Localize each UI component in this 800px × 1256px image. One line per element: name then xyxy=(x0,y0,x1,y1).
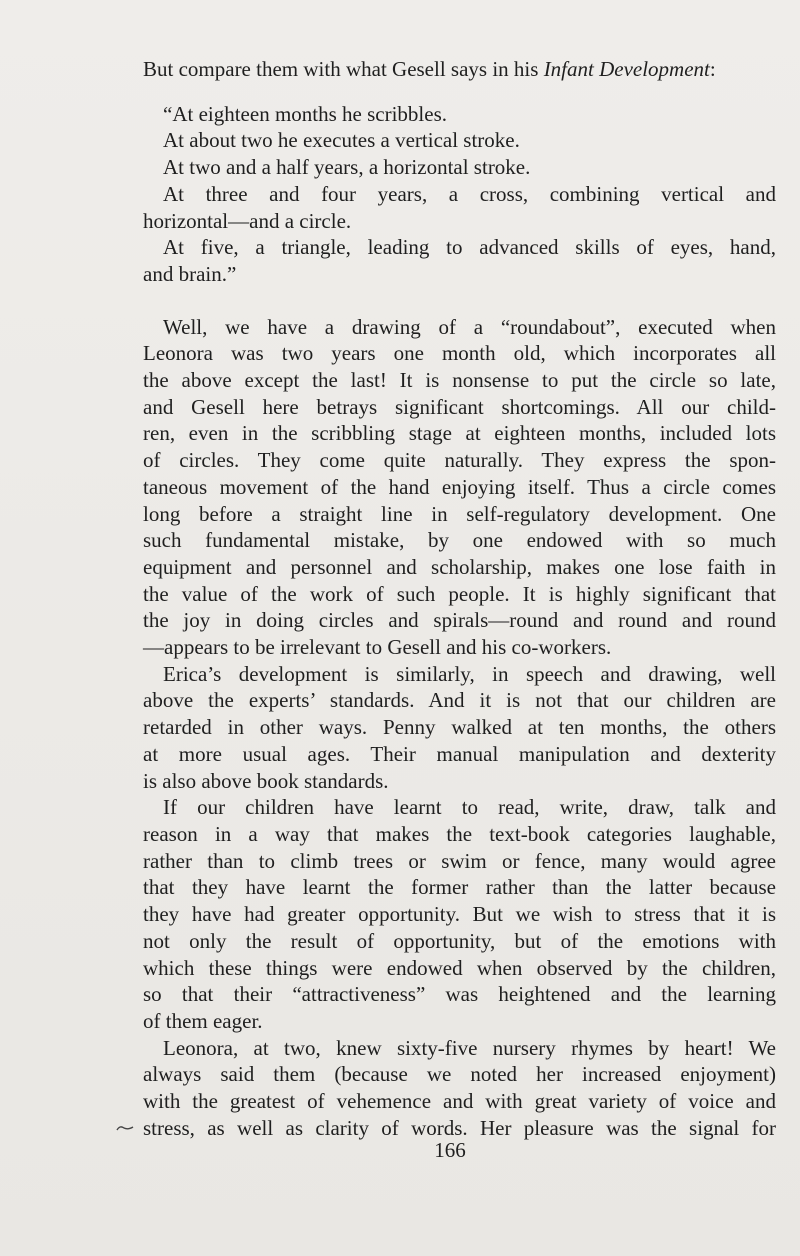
body-line: the above except the last! It is nonsense to put the circle so late, xyxy=(143,368,776,393)
body-line: not only the result of opportunity, but of the emotions with xyxy=(143,928,776,953)
body-line: If our children have learnt to read, write, draw, talk and xyxy=(163,795,776,820)
page-number: 166 xyxy=(434,1138,466,1162)
body-line: taneous movement of the hand enjoying itself. Thus a circle comes xyxy=(143,474,776,499)
body-line: they have had greater opportunity. But we wish to stress that it is xyxy=(143,902,776,927)
quote-line: “At eighteen months he scribbles. xyxy=(163,101,448,126)
body-line: the value of the work of such people. It is highly significant that xyxy=(143,581,776,606)
body-line: stress, as well as clarity of words. Her pleasure was the signal for xyxy=(143,1115,776,1140)
body-line: of circles. They come quite naturally. They express the spon- xyxy=(143,448,776,473)
body-line: and Gesell here betrays significant shortcomings. All our child- xyxy=(143,394,776,419)
quote-line: and brain.” xyxy=(143,261,237,286)
body-line: —appears to be irrelevant to Gesell and his co-workers. xyxy=(143,635,612,660)
body-line: that they have learnt the former rather than the latter because xyxy=(143,875,776,900)
body-line: at more usual ages. Their manual manipulation and dexterity xyxy=(143,741,776,766)
body-line: retarded in other ways. Penny walked at ten months, the others xyxy=(143,715,776,740)
body-line: is also above book standards. xyxy=(143,768,389,793)
intro-text: But compare them with what Gesell says in his xyxy=(143,57,544,81)
body-line: reason in a way that makes the text-book categories laughable, xyxy=(143,821,776,846)
body-line: always said them (because we noted her increased enjoyment) xyxy=(143,1062,776,1087)
quote-line: At about two he executes a vertical stroke. xyxy=(163,128,520,153)
body-line: long before a straight line in self-regulatory development. One xyxy=(143,501,776,526)
quote-line: At two and a half years, a horizontal stroke. xyxy=(163,155,531,180)
body-line: such fundamental mistake, by one endowed with so much xyxy=(143,528,776,553)
book-title: Infant Development xyxy=(543,57,710,81)
quote-line: At five, a triangle, leading to advanced skills of eyes, hand, xyxy=(163,235,776,260)
body-text xyxy=(143,314,776,1142)
body-line: so that their “attractiveness” was heightened and the learning xyxy=(143,982,776,1007)
body-line: rather than to climb trees or swim or fence, many would agree xyxy=(143,848,776,873)
body-line: with the greatest of vehemence and with great variety of voice and xyxy=(143,1089,776,1114)
ink-smudge xyxy=(116,1124,134,1132)
body-line: Well, we have a drawing of a “roundabout”, executed when xyxy=(163,314,776,339)
body-line: of them eager. xyxy=(143,1008,263,1033)
body-line: above the experts’ standards. And it is not that our children are xyxy=(143,688,776,713)
body-line: ren, even in the scribbling stage at eighteen months, included lots xyxy=(143,421,776,446)
quote-line: At three and four years, a cross, combining vertical and xyxy=(163,181,776,206)
intro-colon: : xyxy=(709,57,716,81)
body-line: which these things were endowed when observed by the children, xyxy=(143,955,776,980)
body-line: equipment and personnel and scholarship, makes one lose faith in xyxy=(143,554,776,579)
gesell-quote xyxy=(143,101,776,288)
page-text xyxy=(143,56,776,1141)
body-line: Leonora, at two, knew sixty-five nursery rhymes by heart! We xyxy=(163,1035,776,1060)
intro-line xyxy=(143,56,776,83)
quote-line: horizontal—and a circle. xyxy=(143,208,352,233)
body-line: Leonora was two years one month old, which incorporates all xyxy=(143,341,776,366)
body-line: the joy in doing circles and spirals—round and round and round xyxy=(143,608,776,633)
body-line: Erica’s development is similarly, in speech and drawing, well xyxy=(163,661,776,686)
